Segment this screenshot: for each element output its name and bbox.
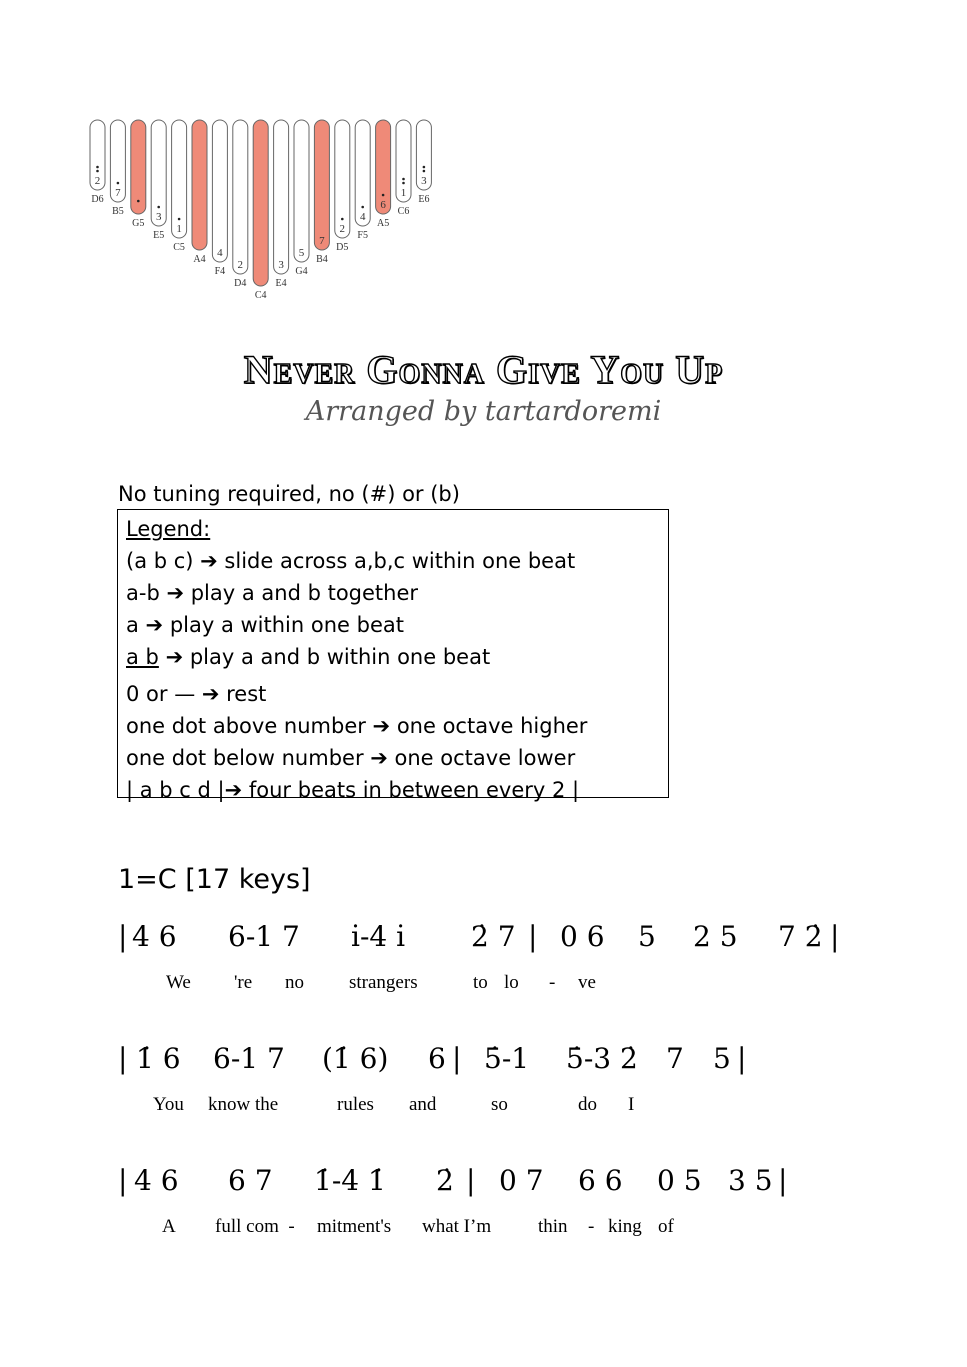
kalimba-key	[212, 120, 227, 277]
lyric-word: A	[162, 1216, 176, 1237]
kalimba-key	[233, 120, 248, 289]
note-group: 6	[428, 1042, 446, 1075]
octave-dot	[117, 182, 120, 185]
octave-dot	[382, 194, 385, 197]
kalimba-key-number: 5	[298, 247, 305, 259]
kalimba-key-bar	[172, 120, 187, 238]
kalimba-key-note: D4	[234, 278, 247, 289]
bar-line: |	[778, 1164, 788, 1197]
kalimba-key-note: F4	[214, 266, 226, 277]
note-group: 5̇-3 2̇	[566, 1042, 638, 1075]
octave-dot	[96, 166, 99, 169]
kalimba-key-note: D6	[91, 194, 104, 205]
note-group: 1̇-4 1̇	[314, 1164, 386, 1197]
kalimba-key-note: B5	[112, 206, 124, 217]
lyric-word: lo	[504, 972, 519, 993]
lyric-word: rules	[337, 1094, 374, 1115]
note-group: 7	[666, 1042, 684, 1075]
lyric-word: full com -	[215, 1216, 295, 1237]
kalimba-key-bar	[212, 120, 227, 262]
legend-line: one dot below number ➔ one octave lower	[126, 746, 576, 770]
kalimba-key-number: 6	[380, 199, 386, 211]
note-group: 2̇ 7	[471, 920, 516, 953]
kalimba-key-number: 3	[421, 175, 427, 187]
kalimba-key-bar	[294, 120, 309, 262]
legend-line: one dot above number ➔ one octave higher	[126, 714, 588, 738]
legend-line-text: ➔ play a and b within one beat	[165, 645, 491, 669]
lyric-word: I	[628, 1094, 635, 1115]
kalimba-key-note: D5	[336, 242, 349, 253]
octave-dot	[423, 170, 426, 173]
kalimba-key	[376, 120, 391, 229]
legend-line	[126, 641, 668, 673]
kalimba-key	[110, 120, 125, 217]
lyric-word: -	[549, 972, 556, 993]
note-group: 0 5	[657, 1164, 702, 1197]
note-group: 6-1 7	[228, 920, 300, 953]
key-signature: 1=C [17 keys]	[118, 864, 311, 895]
kalimba-key-bar	[314, 120, 329, 250]
song-title: Never Gonna Give You Up	[243, 347, 724, 392]
legend-line: (a b c) ➔ slide across a,b,c within one beat	[126, 549, 576, 573]
kalimba-key-bar	[274, 120, 289, 274]
note-group: 7 2̇	[778, 920, 823, 953]
note-group: 2 5	[693, 920, 738, 953]
note-group: 6 6	[578, 1164, 623, 1197]
note-group: 4 6	[132, 920, 177, 953]
kalimba-key	[416, 120, 431, 205]
lyric-word: 're	[234, 972, 253, 993]
note-group: 6-1 7	[213, 1042, 285, 1075]
kalimba-key-note: G4	[295, 266, 308, 277]
bar-line: |	[830, 920, 840, 953]
kalimba-key	[335, 120, 350, 253]
kalimba-key	[90, 120, 105, 205]
octave-dot	[402, 182, 405, 185]
lyric-word: mitment's	[317, 1216, 392, 1237]
note-group: (1̇ 6)	[322, 1042, 389, 1075]
note-group: 5̇-1	[484, 1042, 530, 1075]
lyric-word: no	[285, 972, 304, 993]
bar-line: |	[118, 1042, 128, 1075]
note-group: i̇-4 i̇	[351, 920, 406, 953]
kalimba-key-note: F5	[357, 230, 368, 241]
lyric-word: know the	[208, 1094, 279, 1115]
kalimba-key	[294, 120, 309, 277]
kalimba-key-note: C5	[173, 242, 185, 253]
note-group: 3 5	[728, 1164, 773, 1197]
octave-dot	[402, 178, 405, 181]
legend-line: | a b c d |➔ four beats in between every 2 |	[126, 778, 580, 802]
legend-heading: Legend:	[126, 517, 211, 541]
note-group: 1̇ 6	[136, 1042, 181, 1075]
kalimba-key	[151, 120, 166, 241]
kalimba-key	[253, 120, 268, 301]
bar-line: |	[466, 1164, 476, 1197]
kalimba-key	[192, 120, 207, 265]
note-group: 0 6	[560, 920, 605, 953]
lyric-word: ve	[578, 972, 596, 993]
kalimba-key-note: A4	[193, 254, 206, 265]
note-group: 5	[713, 1042, 731, 1075]
legend-line: a-b ➔ play a and b together	[126, 581, 419, 605]
kalimba-key-number: 3	[155, 211, 162, 223]
lyric-word: -	[588, 1216, 595, 1237]
kalimba-key	[355, 120, 370, 241]
arranger-credit: Arranged by tartardoremi	[305, 396, 662, 427]
lyric-word: king	[608, 1216, 642, 1237]
kalimba-key-number: 7	[319, 235, 325, 247]
kalimba-key-number: 2	[94, 175, 101, 187]
bar-line: |	[528, 920, 538, 953]
note-group: 5	[638, 920, 656, 953]
lyric-word: We	[166, 972, 191, 993]
lyric-word: so	[491, 1094, 508, 1115]
kalimba-key-number: 2	[339, 223, 346, 235]
kalimba-key-number: 1	[176, 223, 182, 235]
kalimba-key-note: E6	[418, 194, 430, 205]
legend-line: a ➔ play a within one beat	[126, 613, 404, 637]
octave-dot	[137, 200, 140, 203]
lyric-word: thin	[538, 1216, 568, 1237]
bar-line: |	[452, 1042, 462, 1075]
legend-box	[117, 509, 669, 802]
kalimba-key-note: G5	[132, 218, 145, 229]
kalimba-key-bar	[335, 120, 350, 238]
kalimba-key-number: 4	[359, 211, 366, 223]
kalimba-key-bar	[253, 120, 268, 286]
kalimba-key	[131, 120, 146, 229]
octave-dot	[157, 206, 160, 209]
kalimba-key-number: 1	[400, 187, 407, 199]
kalimba-key-number: 2	[237, 259, 244, 271]
octave-dot	[178, 218, 181, 221]
kalimba-key-bar	[192, 120, 207, 250]
lyric-word: do	[578, 1094, 597, 1115]
kalimba-key-number: 3	[278, 259, 284, 271]
lyric-word: to	[473, 972, 488, 993]
lyric-word: and	[409, 1094, 437, 1115]
tuning-note: No tuning required, no (#) or (b)	[118, 482, 460, 506]
kalimba-key-number: 4	[217, 247, 223, 259]
note-group: 6 7	[228, 1164, 273, 1197]
kalimba-key-note: A5	[376, 218, 390, 229]
octave-dot	[423, 166, 426, 169]
kalimba-key	[314, 120, 329, 265]
kalimba-key-number: 7	[115, 187, 121, 199]
kalimba-key-note: E4	[275, 278, 287, 289]
lyric-word: strangers	[349, 972, 418, 993]
bar-line: |	[737, 1042, 747, 1075]
kalimba-diagram	[82, 112, 452, 312]
legend-line: 0 or — ➔ rest	[126, 682, 267, 706]
lyric-word: You	[153, 1094, 184, 1115]
lyric-word: of	[658, 1216, 674, 1237]
octave-dot	[96, 170, 99, 173]
note-group: 2̇	[436, 1164, 454, 1197]
bar-line: |	[118, 1164, 128, 1197]
legend-underline-example: a b	[126, 645, 159, 669]
kalimba-key	[172, 120, 187, 253]
note-group: 4 6	[134, 1164, 179, 1197]
kalimba-key-note: E5	[153, 230, 165, 241]
octave-dot	[341, 218, 344, 221]
bar-line: |	[118, 920, 128, 953]
kalimba-key-note: C6	[397, 206, 410, 217]
kalimba-key	[274, 120, 289, 289]
kalimba-key-note: C4	[254, 290, 267, 301]
octave-dot	[361, 206, 364, 209]
note-group: 0 7	[499, 1164, 544, 1197]
kalimba-key-note: B4	[316, 254, 328, 265]
kalimba-key-bar	[233, 120, 248, 274]
kalimba-key	[396, 120, 411, 217]
lyric-word: what I’m	[422, 1216, 492, 1237]
